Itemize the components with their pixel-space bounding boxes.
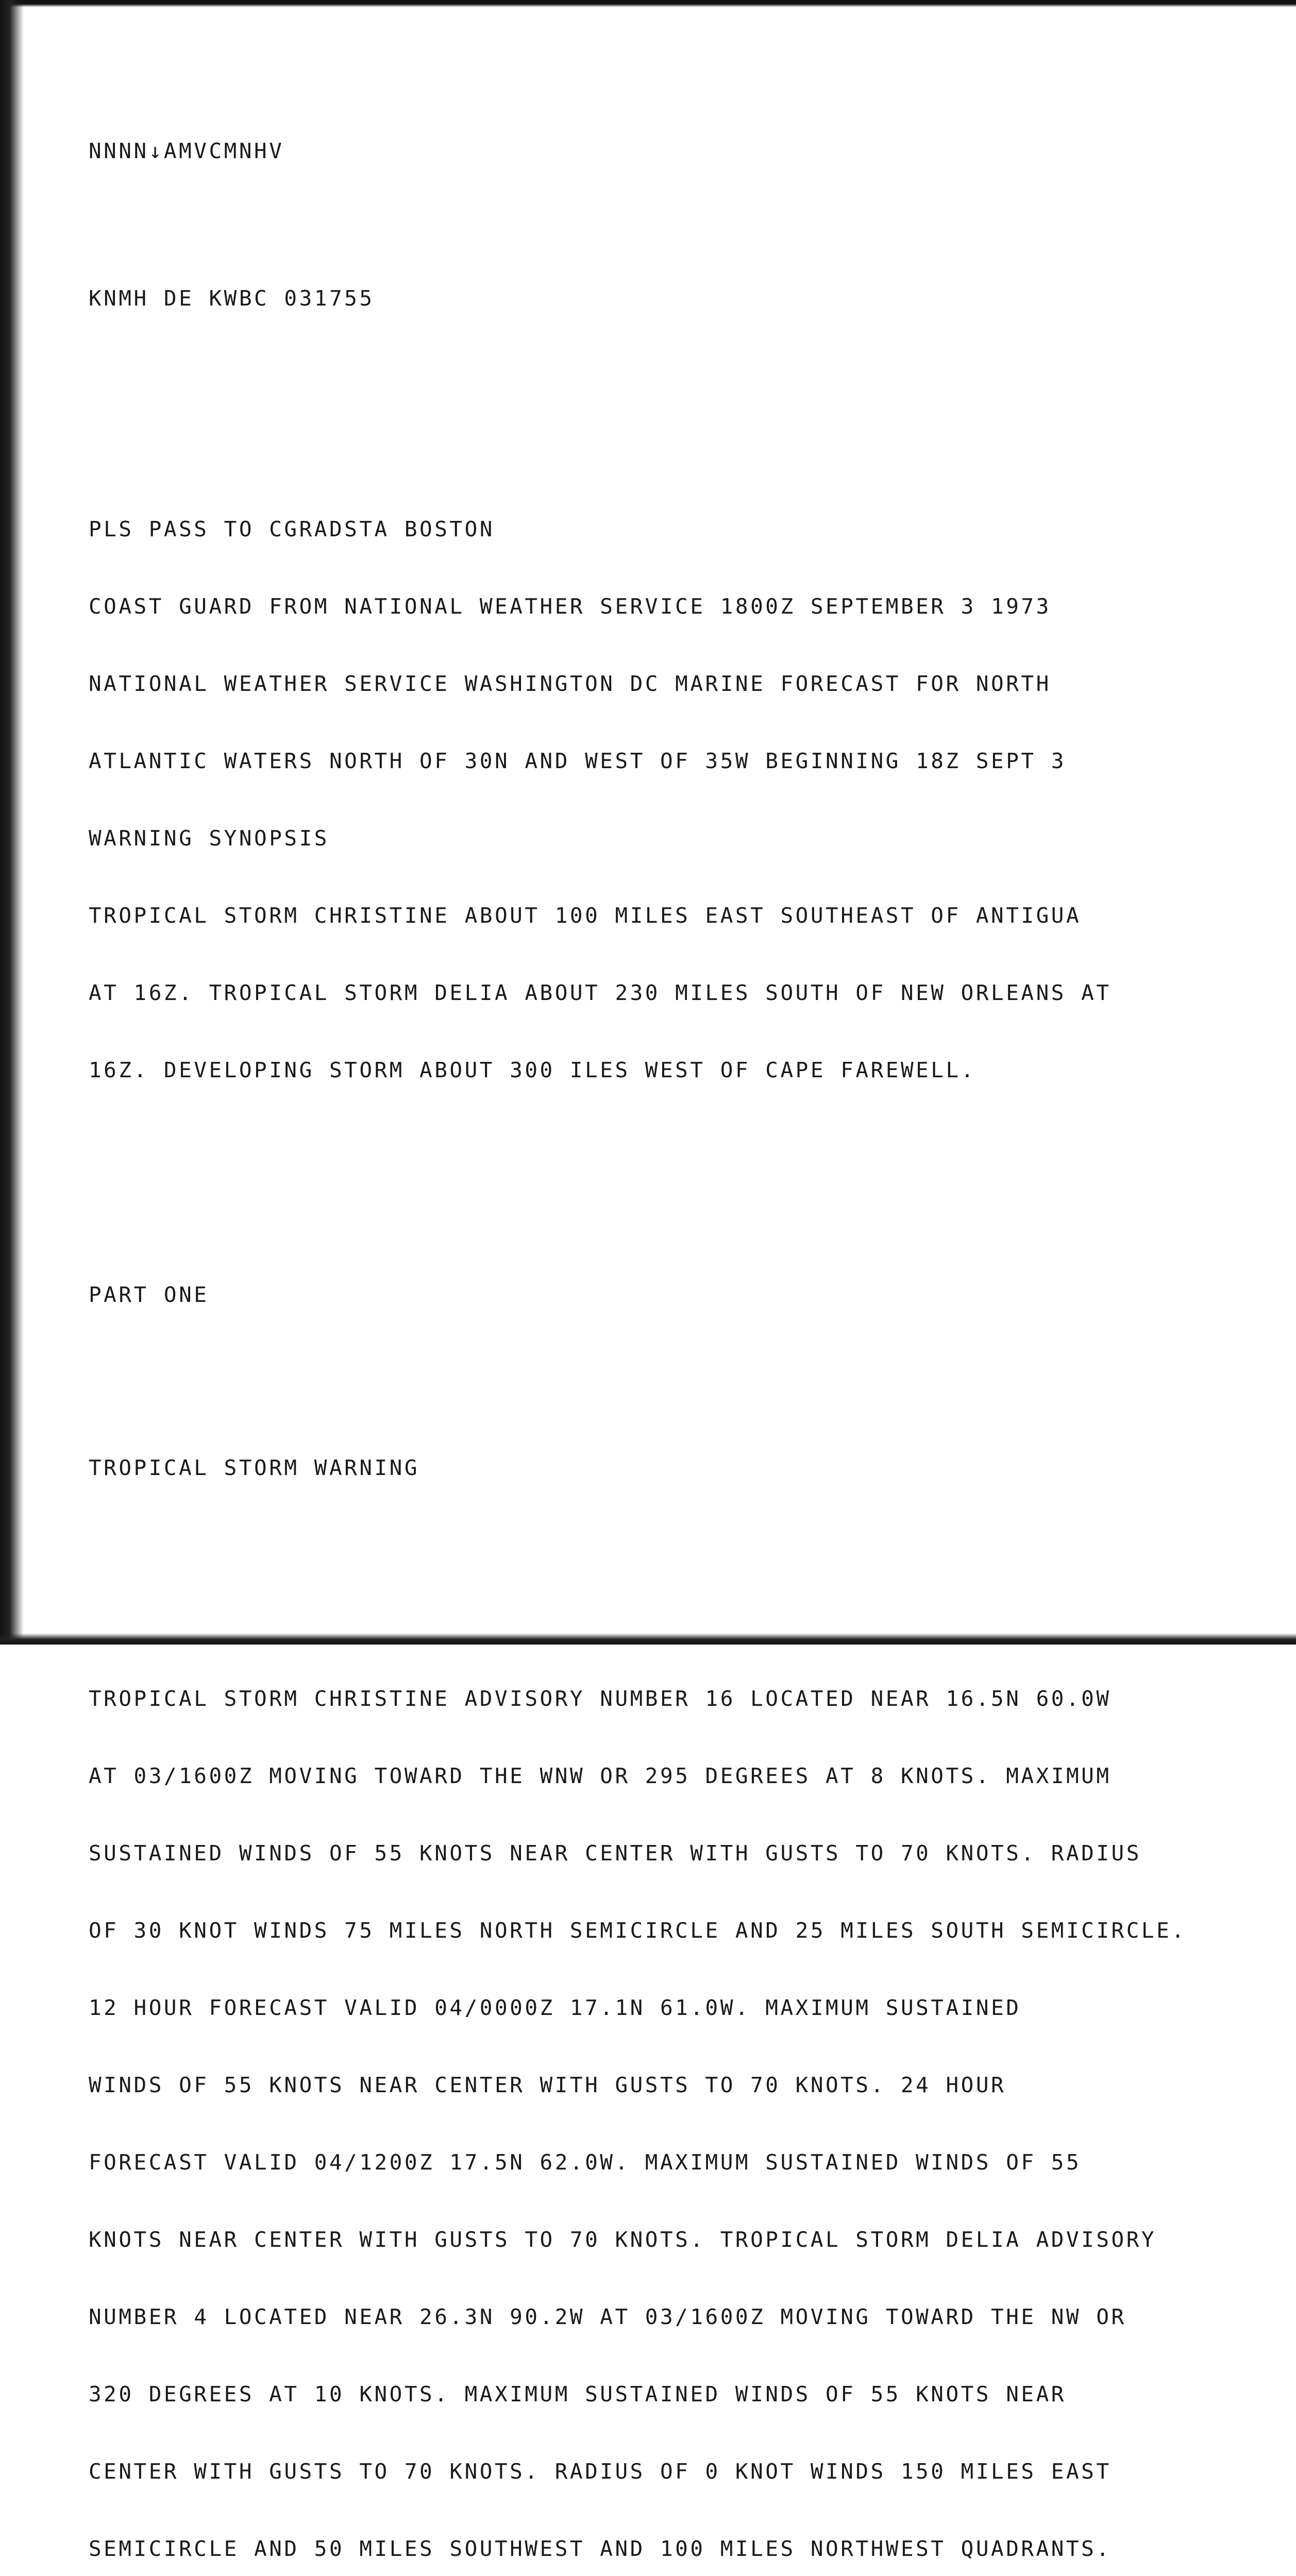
preamble-line: ATLANTIC WATERS NORTH OF 30N AND WEST OF 35W BEGINNING 18Z SEPT 3 bbox=[89, 749, 1066, 773]
warning-line: NUMBER 4 LOCATED NEAR 26.3N 90.2W AT 03/1600Z MOVING TOWARD THE NW OR bbox=[89, 2304, 1126, 2329]
warning-heading: TROPICAL STORM WARNING bbox=[89, 1455, 420, 1480]
header-routing-line: NNNN↓AMVCMNHV bbox=[89, 139, 284, 163]
scan-edge-top bbox=[0, 0, 1296, 7]
preamble-line: TROPICAL STORM CHRISTINE ABOUT 100 MILES EAST SOUTHEAST OF ANTIGUA bbox=[89, 903, 1082, 928]
warning-line: FORECAST VALID 04/1200Z 17.5N 62.0W. MAXIMUM SUSTAINED WINDS OF 55 bbox=[89, 2150, 1082, 2175]
preamble-line: NATIONAL WEATHER SERVICE WASHINGTON DC MARINE FORECAST FOR NORTH bbox=[89, 671, 1051, 696]
preamble-line: 16Z. DEVELOPING STORM ABOUT 300 ILES WEST OF CAPE FAREWELL. bbox=[89, 1058, 976, 1082]
warning-line: KNOTS NEAR CENTER WITH GUSTS TO 70 KNOTS. TROPICAL STORM DELIA ADVISORY bbox=[89, 2227, 1157, 2252]
scan-edge-left bbox=[0, 0, 24, 1645]
warning-line: OF 30 KNOT WINDS 75 MILES NORTH SEMICIRCLE AND 25 MILES SOUTH SEMICIRCLE. bbox=[89, 1918, 1187, 1943]
warning-line: SEMICIRCLE AND 50 MILES SOUTHWEST AND 100 MILES NORTHWEST QUADRANTS. bbox=[89, 2536, 1112, 2561]
warning-line: 12 HOUR FORECAST VALID 04/0000Z 17.1N 61.0W. MAXIMUM SUSTAINED bbox=[89, 1995, 1021, 2020]
preamble-block bbox=[89, 465, 1243, 1134]
preamble-line: AT 16Z. TROPICAL STORM DELIA ABOUT 230 MILES SOUTH OF NEW ORLEANS AT bbox=[89, 980, 1112, 1005]
header-station-line: KNMH DE KWBC 031755 bbox=[89, 286, 375, 311]
part-one-heading: PART ONE bbox=[89, 1282, 209, 1307]
preamble-line: COAST GUARD FROM NATIONAL WEATHER SERVICE 1800Z SEPTEMBER 3 1973 bbox=[89, 594, 1051, 619]
warning-body bbox=[89, 1634, 1243, 2576]
warning-line: TROPICAL STORM CHRISTINE ADVISORY NUMBER 16 LOCATED NEAR 16.5N 60.0W bbox=[89, 1686, 1112, 1711]
warning-line: WINDS OF 55 KNOTS NEAR CENTER WITH GUSTS TO 70 KNOTS. 24 HOUR bbox=[89, 2073, 1006, 2097]
preamble-line: PLS PASS TO CGRADSTA BOSTON bbox=[89, 517, 495, 541]
preamble-line: WARNING SYNOPSIS bbox=[89, 826, 329, 851]
warning-line: CENTER WITH GUSTS TO 70 KNOTS. RADIUS OF 0 KNOT WINDS 150 MILES EAST bbox=[89, 2459, 1112, 2484]
teletype-document bbox=[89, 87, 1243, 2576]
warning-line: AT 03/1600Z MOVING TOWARD THE WNW OR 295 DEGREES AT 8 KNOTS. MAXIMUM bbox=[89, 1764, 1112, 1788]
warning-line: SUSTAINED WINDS OF 55 KNOTS NEAR CENTER WITH GUSTS TO 70 KNOTS. RADIUS bbox=[89, 1841, 1141, 1866]
warning-line: 320 DEGREES AT 10 KNOTS. MAXIMUM SUSTAINED WINDS OF 55 KNOTS NEAR bbox=[89, 2382, 1066, 2406]
